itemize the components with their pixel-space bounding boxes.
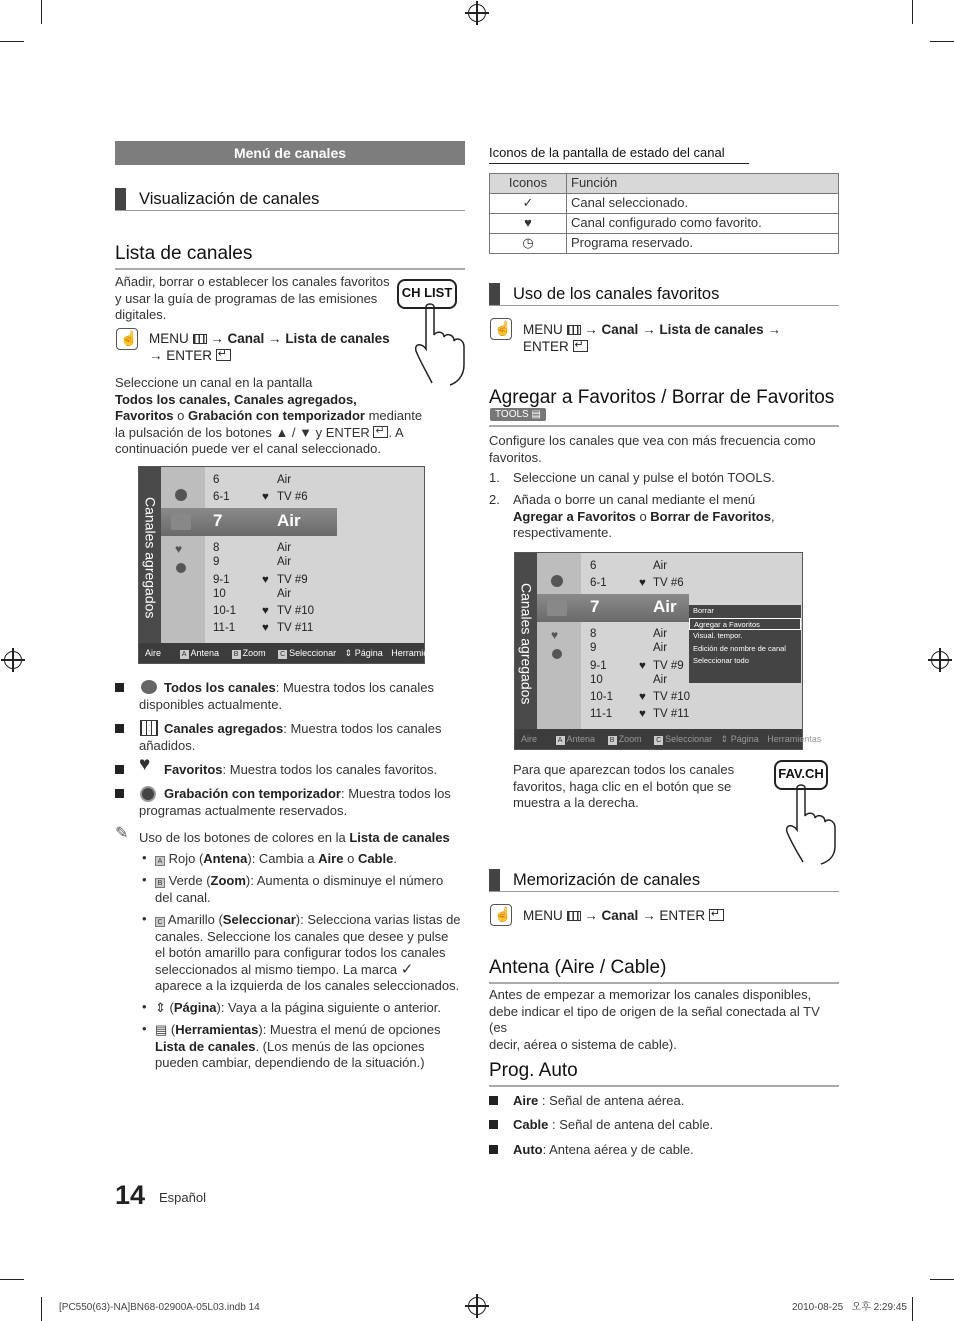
bullet-todos-cont: disponibles actualmente. bbox=[139, 697, 283, 712]
menu-hand-icon bbox=[490, 904, 512, 926]
tools-label: TOOLS bbox=[495, 409, 529, 420]
registration-mark-icon bbox=[931, 651, 949, 669]
arrow: → bbox=[642, 908, 656, 923]
tools-badge: TOOLS ▤ bbox=[490, 408, 546, 421]
text: ENTER bbox=[325, 424, 370, 440]
text: Lista de canales bbox=[155, 1038, 256, 1054]
screen-sidebar bbox=[139, 467, 161, 643]
ch-number-selected[interactable]: 7 bbox=[590, 597, 600, 616]
text: muestra a la derecha. bbox=[513, 795, 639, 810]
footer-zoom[interactable]: Zoom bbox=[618, 734, 642, 744]
bullet-square bbox=[115, 765, 124, 774]
dot-bullet: • bbox=[142, 911, 147, 926]
text: Todos los canales bbox=[164, 680, 276, 695]
text: ( bbox=[167, 1022, 176, 1037]
text: Grabación con temporizador bbox=[164, 786, 341, 801]
ch-number: 10 bbox=[213, 588, 226, 600]
footer-seleccionar[interactable]: Seleccionar bbox=[289, 648, 337, 658]
page-number: 14 bbox=[115, 1180, 146, 1210]
menu-lista: Lista de canales bbox=[285, 331, 390, 346]
text: ): Muestra el menú de opciones bbox=[258, 1022, 441, 1037]
text: favoritos. bbox=[489, 449, 542, 465]
text: seleccionados al mismo tiempo. La marca bbox=[155, 961, 398, 977]
item-verde bbox=[155, 873, 465, 906]
ch-name: Air bbox=[277, 588, 292, 600]
key-b-icon: B bbox=[232, 650, 241, 659]
icons-table-title: Iconos de la pantalla de estado del canal bbox=[489, 145, 749, 164]
prog-auto bbox=[513, 1142, 813, 1159]
text: ): Aumenta o disminuye el número bbox=[245, 873, 444, 888]
ch-number: 9 bbox=[213, 556, 220, 568]
enter-icon bbox=[709, 909, 724, 921]
bullet-todos bbox=[164, 680, 464, 697]
sidebar-label: Canales agregados bbox=[518, 583, 535, 705]
text: Favoritos bbox=[115, 408, 174, 423]
added-channels-icon bbox=[140, 720, 158, 736]
crop-mark bbox=[41, 0, 42, 24]
text: Configure los canales que vea con más frecuencia como bbox=[489, 433, 816, 448]
ch-name: Air bbox=[277, 474, 292, 486]
heart-icon: ♥ bbox=[639, 577, 646, 589]
th-iconos: Iconos bbox=[490, 174, 567, 194]
footer-pagina[interactable]: ⇕ Página bbox=[720, 734, 759, 744]
text: Seleccionar bbox=[222, 912, 296, 927]
step-number: 2. bbox=[489, 492, 500, 507]
popup-item-visual[interactable]: Visual. tempor. bbox=[693, 631, 743, 640]
arrow: → bbox=[149, 347, 167, 363]
added-channels-icon bbox=[547, 600, 567, 616]
note-pencil-icon: ✎ bbox=[115, 825, 129, 842]
text: Favoritos bbox=[164, 762, 223, 777]
footer-pagina[interactable]: ⇕ Página bbox=[344, 648, 383, 658]
heart-icon: ♥ bbox=[490, 214, 567, 234]
text: Uso de los botones de colores en la bbox=[139, 830, 350, 845]
footer-aire[interactable]: Aire bbox=[521, 734, 538, 744]
key-b-icon: B bbox=[608, 736, 617, 745]
text: Agregar a Favoritos bbox=[513, 508, 636, 524]
menu-grid-icon bbox=[567, 325, 581, 335]
text: Grabación con temporizador bbox=[187, 408, 365, 423]
text: Rojo ( bbox=[165, 851, 204, 866]
text: la pulsación de los botones ▲ / ▼ y bbox=[115, 424, 326, 440]
subheading-visualizacion: Visualización de canales bbox=[115, 188, 465, 211]
menu-enter: ENTER bbox=[659, 908, 706, 923]
bullet-agregados-cont: añadidos. bbox=[139, 738, 196, 753]
arrow: → bbox=[264, 331, 286, 346]
bullet-square bbox=[115, 789, 124, 798]
added-channels-icon bbox=[171, 514, 191, 530]
crop-mark bbox=[0, 41, 24, 42]
heading-prog-auto: Prog. Auto bbox=[489, 1059, 839, 1087]
dot-bullet: • bbox=[142, 999, 147, 1014]
bullet-square bbox=[489, 1096, 498, 1105]
crop-mark bbox=[41, 1297, 42, 1321]
text: Página bbox=[173, 1000, 217, 1015]
bullet-favoritos bbox=[164, 762, 464, 779]
heart-icon: ♥ bbox=[139, 754, 151, 775]
menu-hand-icon bbox=[490, 318, 512, 340]
antena-text bbox=[489, 987, 841, 1053]
key-a-icon: A bbox=[180, 650, 189, 659]
popup-item-edicion[interactable]: Edición de nombre de canal bbox=[693, 643, 786, 653]
text: : Señal de antena del cable. bbox=[548, 1117, 714, 1132]
language-label: Español bbox=[159, 1190, 206, 1205]
ch-number: 10 bbox=[590, 674, 603, 686]
table-row bbox=[490, 214, 839, 234]
ch-number: 11-1 bbox=[590, 708, 613, 720]
table-row bbox=[490, 234, 839, 254]
pointing-hand-icon bbox=[783, 786, 843, 866]
menu-lista: Lista de canales bbox=[659, 322, 764, 337]
config-text bbox=[489, 433, 839, 466]
menu-path-memorizacion bbox=[523, 908, 823, 925]
text: Auto bbox=[513, 1142, 543, 1157]
menu-enter: ENTER bbox=[166, 347, 213, 363]
dot-bullet: • bbox=[142, 850, 147, 865]
menu-path bbox=[149, 331, 394, 364]
ch-number-selected[interactable]: 7 bbox=[213, 511, 223, 530]
heart-icon: ♥ bbox=[639, 660, 646, 672]
ch-name: TV #9 bbox=[277, 574, 308, 586]
bullet-square bbox=[115, 683, 124, 692]
text: Herramientas bbox=[175, 1022, 259, 1037]
bullet-square bbox=[489, 1145, 498, 1154]
heart-icon: ♥ bbox=[262, 491, 269, 503]
ch-number: 6-1 bbox=[590, 577, 607, 589]
text: Verde ( bbox=[165, 873, 211, 888]
ch-number: 6 bbox=[213, 474, 220, 486]
ch-number: 9-1 bbox=[590, 660, 607, 672]
footer-antena[interactable]: Antena bbox=[566, 734, 596, 744]
table-row bbox=[490, 194, 839, 214]
updown-icon: ⇕ bbox=[155, 1000, 166, 1015]
text: pueden cambiar, dependiendo de la situación.) bbox=[155, 1055, 425, 1070]
text: Todos los canales, Canales agregados, bbox=[115, 391, 357, 407]
text: o bbox=[173, 408, 188, 423]
heading-antena: Antena (Aire / Cable) bbox=[489, 956, 839, 984]
table-cell: Canal configurado como favorito. bbox=[567, 214, 839, 234]
sidebar-label: Canales agregados bbox=[142, 497, 159, 619]
text: Lista de canales bbox=[349, 830, 450, 845]
text: Cable bbox=[513, 1117, 549, 1132]
crop-mark bbox=[930, 41, 954, 42]
footer-herramientas[interactable]: Herramientas bbox=[391, 648, 446, 658]
table-header bbox=[490, 174, 839, 194]
popup-item-borrar[interactable]: Borrar bbox=[693, 606, 714, 615]
ch-number: 8 bbox=[213, 542, 220, 554]
heart-icon: ♥ bbox=[262, 574, 269, 586]
menu-path-uso bbox=[523, 322, 823, 355]
text: : Señal de antena aérea. bbox=[538, 1093, 685, 1108]
text: Cable bbox=[357, 851, 394, 866]
heading-rule bbox=[489, 425, 839, 427]
prog-cable bbox=[513, 1117, 813, 1134]
ch-name: TV #10 bbox=[653, 691, 691, 703]
text: ): Cambia a bbox=[247, 851, 319, 866]
favorites-icon: ♥ bbox=[551, 628, 559, 642]
text: : Muestra todos los canales bbox=[283, 721, 442, 736]
th-funcion: Función bbox=[567, 174, 839, 194]
step-1 bbox=[513, 470, 833, 487]
text: Amarillo ( bbox=[165, 912, 223, 927]
ch-name-selected[interactable]: Air bbox=[653, 597, 677, 616]
heart-icon: ♥ bbox=[262, 605, 269, 617]
check-icon: ✓ bbox=[400, 960, 414, 978]
ch-name: TV #9 bbox=[653, 660, 684, 672]
text: ( bbox=[165, 1000, 174, 1015]
ch-number: 9-1 bbox=[213, 574, 230, 586]
text: TOOLS bbox=[727, 470, 772, 485]
tools-icon: ▤ bbox=[155, 1022, 168, 1037]
text: Aire bbox=[318, 851, 344, 866]
ch-name: Air bbox=[653, 628, 668, 640]
text: continuación puede ver el canal seleccionado. bbox=[115, 441, 381, 456]
menu-canal: Canal bbox=[227, 331, 265, 346]
heart-icon: ♥ bbox=[639, 691, 646, 703]
all-channels-icon bbox=[141, 680, 157, 694]
text: favoritos, haga clic en el botón que se bbox=[513, 778, 732, 794]
table-cell: Canal seleccionado. bbox=[567, 194, 839, 214]
ch-number: 11-1 bbox=[213, 622, 236, 634]
text: , bbox=[770, 508, 775, 524]
text: : Antena aérea y de cable. bbox=[542, 1142, 694, 1157]
step-2 bbox=[513, 492, 833, 542]
ch-number: 6 bbox=[590, 560, 597, 572]
ch-name: TV #11 bbox=[277, 622, 314, 634]
timer-icon bbox=[140, 786, 156, 802]
arrow: → bbox=[642, 322, 656, 337]
ch-name: TV #6 bbox=[277, 491, 308, 503]
file-info: [PC550(63)-NA]BN68-02900A-05L03.indb 14 bbox=[59, 1302, 260, 1313]
heading-lista-de-canales: Lista de canales bbox=[115, 242, 465, 270]
crop-mark bbox=[912, 0, 913, 24]
menu-grid-icon bbox=[567, 911, 581, 921]
text: canales. Seleccione los canales que desee y pulse bbox=[155, 928, 449, 944]
prog-aire bbox=[513, 1093, 813, 1110]
footer-aire[interactable]: Aire bbox=[145, 648, 162, 658]
text: ): Selecciona varias listas de bbox=[295, 912, 461, 927]
section-banner: Menú de canales bbox=[115, 141, 465, 165]
text: : Muestra todos los bbox=[340, 786, 451, 801]
clock-icon: ◷ bbox=[490, 234, 567, 254]
ch-number: 10-1 bbox=[213, 605, 237, 617]
text: . bbox=[771, 470, 775, 485]
timer-icon bbox=[176, 563, 186, 573]
key-c-icon: C bbox=[155, 917, 165, 927]
text: o bbox=[635, 508, 651, 524]
screen-footer bbox=[139, 643, 446, 663]
check-icon: ✓ bbox=[490, 194, 567, 214]
key-b-icon: B bbox=[155, 878, 165, 888]
ch-name: Air bbox=[653, 642, 668, 654]
ch-number: 8 bbox=[590, 628, 597, 640]
key-a-icon: A bbox=[556, 736, 565, 745]
fav-ch-button-icon: FAV.CH bbox=[774, 760, 828, 790]
note-colores bbox=[139, 830, 469, 847]
ch-name-selected[interactable]: Air bbox=[277, 511, 301, 530]
table-cell: Programa reservado. bbox=[567, 234, 839, 254]
menu-enter: ENTER bbox=[523, 338, 569, 354]
crop-mark bbox=[0, 1279, 24, 1280]
text: Antes de empezar a memorizar los canales disponibles, bbox=[489, 987, 812, 1002]
select-instructions bbox=[115, 375, 465, 458]
fav-text bbox=[513, 762, 773, 812]
popup-item-agregar[interactable]: Agregar a Favoritos bbox=[689, 618, 801, 631]
enter-icon bbox=[216, 349, 231, 361]
footer-seleccionar[interactable]: Seleccionar bbox=[665, 734, 713, 744]
key-c-icon: C bbox=[656, 737, 662, 744]
text: decir, aérea o sistema de cable). bbox=[489, 1036, 677, 1052]
item-pagina bbox=[155, 1000, 465, 1017]
text: aparece a la izquierda de los canales seleccionados. bbox=[155, 978, 460, 993]
timer-icon bbox=[552, 649, 562, 659]
favorites-icon: ♥ bbox=[175, 542, 183, 556]
ch-name: TV #11 bbox=[653, 708, 690, 720]
text: debe indicar el tipo de origen de la señal conectada al TV (es bbox=[489, 1003, 820, 1035]
text: Seleccione un canal y pulse el botón bbox=[513, 470, 728, 485]
pointing-hand-icon bbox=[412, 305, 472, 385]
popup-item-seleccionar[interactable]: Seleccionar todo bbox=[693, 656, 749, 665]
text: . A bbox=[388, 424, 404, 440]
subheading-uso-favoritos: Uso de los canales favoritos bbox=[489, 283, 839, 306]
menu-canal: Canal bbox=[601, 908, 639, 923]
text: Para que aparezcan todos los canales bbox=[513, 762, 735, 777]
text: Antena bbox=[203, 851, 248, 866]
registration-mark-icon bbox=[468, 1297, 486, 1315]
screen-footer bbox=[515, 729, 822, 749]
arrow: → bbox=[584, 908, 598, 923]
text: Zoom bbox=[210, 873, 246, 888]
footer-herramientas[interactable]: Herramientas bbox=[767, 734, 822, 744]
enter-icon bbox=[573, 340, 588, 352]
all-channels-icon bbox=[175, 489, 187, 501]
footer-zoom[interactable]: Zoom bbox=[242, 648, 266, 658]
arrow: → bbox=[584, 322, 598, 337]
registration-mark-icon bbox=[468, 4, 486, 22]
menu-label: MENU bbox=[523, 908, 563, 923]
crop-mark bbox=[930, 1279, 954, 1280]
tools-popup-menu bbox=[689, 605, 801, 683]
bullet-grabacion-cont: programas actualmente reservados. bbox=[139, 803, 348, 818]
bullet-grabacion bbox=[164, 786, 464, 803]
menu-label: MENU bbox=[523, 322, 563, 337]
key-c-icon: C bbox=[280, 651, 286, 658]
crop-mark bbox=[912, 1297, 913, 1321]
ch-name: Air bbox=[277, 556, 292, 568]
ch-number: 10-1 bbox=[590, 691, 614, 703]
bullet-square bbox=[115, 724, 124, 733]
text: respectivamente. bbox=[513, 525, 612, 540]
bullet-agregados bbox=[164, 721, 464, 738]
step-number: 1. bbox=[489, 470, 500, 485]
heading-agregar-favoritos: Agregar a Favoritos / Borrar de Favoritos bbox=[489, 387, 835, 408]
registration-mark-icon bbox=[4, 651, 22, 669]
item-herramientas bbox=[155, 1022, 465, 1072]
text: : Muestra todos los canales bbox=[275, 680, 434, 695]
favorites-screen bbox=[514, 552, 822, 750]
arrow: → bbox=[767, 322, 781, 337]
text: el botón amarillo para configurar todos los canales bbox=[155, 945, 446, 960]
subheading-memorizacion: Memorización de canales bbox=[489, 869, 839, 892]
screen-sidebar bbox=[515, 553, 537, 729]
dot-bullet: • bbox=[142, 1021, 147, 1036]
text: del canal. bbox=[155, 889, 211, 905]
ch-name: TV #6 bbox=[653, 577, 684, 589]
heart-icon: ♥ bbox=[639, 708, 646, 720]
text: ): Vaya a la página siguiente o anterior. bbox=[216, 1000, 442, 1015]
text: . bbox=[393, 851, 397, 866]
footer-antena[interactable]: Antena bbox=[190, 648, 220, 658]
menu-grid-icon bbox=[193, 334, 207, 344]
intro-text: Añadir, borrar o establecer los canales favoritos y usar la guía de programas de las emisiones digitales. bbox=[115, 274, 390, 322]
heart-icon: ♥ bbox=[262, 622, 269, 634]
ch-number: 9 bbox=[590, 642, 597, 654]
enter-icon bbox=[373, 426, 388, 438]
menu-hand-icon bbox=[116, 328, 138, 350]
ch-number: 6-1 bbox=[213, 491, 230, 503]
text: Aire bbox=[513, 1093, 539, 1108]
item-rojo bbox=[155, 851, 465, 868]
menu-label: MENU bbox=[149, 331, 189, 346]
item-amarillo bbox=[155, 912, 467, 995]
channel-list-screen bbox=[138, 466, 446, 664]
text: . (Los menús de las opciones bbox=[255, 1038, 425, 1054]
ch-list-button-icon: CH LIST bbox=[397, 279, 457, 309]
text: Añada o borre un canal mediante el menú bbox=[513, 492, 756, 507]
arrow: → bbox=[206, 331, 228, 346]
ch-name: TV #10 bbox=[277, 605, 315, 617]
key-a-icon: A bbox=[155, 856, 165, 866]
text: mediante bbox=[364, 408, 423, 423]
text: Borrar de Favoritos bbox=[650, 508, 771, 524]
icons-table bbox=[489, 173, 839, 254]
text: Canales agregados bbox=[164, 721, 284, 736]
ch-name: Air bbox=[653, 674, 668, 686]
print-date: 2010-08-25 오후 2:29:45 bbox=[792, 1302, 907, 1313]
text: : Muestra todos los canales favoritos. bbox=[222, 762, 438, 777]
text: o bbox=[343, 851, 358, 866]
all-channels-icon bbox=[551, 575, 563, 587]
bullet-square bbox=[489, 1120, 498, 1129]
text: Seleccione un canal en la pantalla bbox=[115, 375, 313, 390]
ch-name: Air bbox=[653, 560, 668, 572]
ch-name: Air bbox=[277, 542, 292, 554]
dot-bullet: • bbox=[142, 872, 147, 887]
menu-canal: Canal bbox=[601, 322, 639, 337]
